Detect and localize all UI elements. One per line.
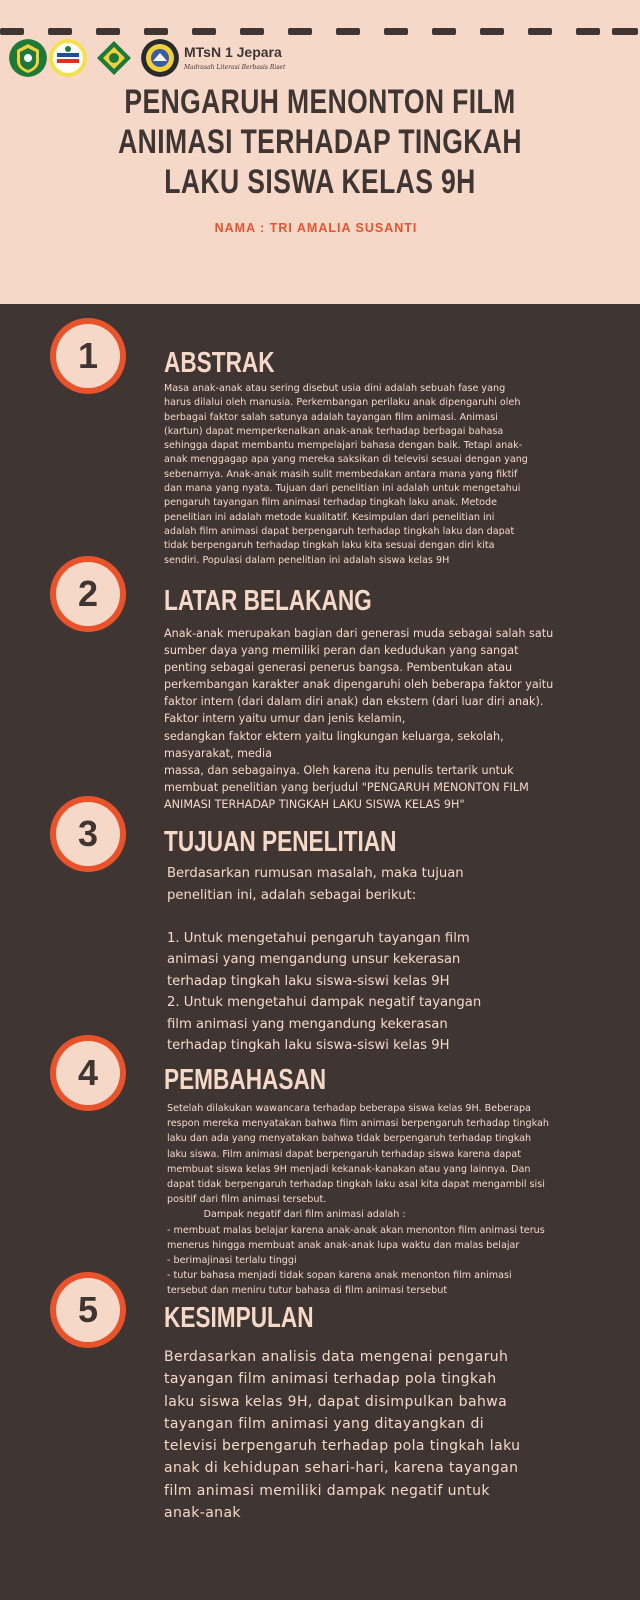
section-4-title: PEMBAHASAN <box>164 1064 327 1096</box>
section-2-number-badge: 2 <box>50 556 126 632</box>
section-5-title: KESIMPULAN <box>164 1302 314 1334</box>
school-motto: Madrasah Literasi Berbasis Riset <box>184 64 286 71</box>
header <box>0 0 640 304</box>
section-2-title: LATAR BELAKANG <box>164 585 372 617</box>
section-5-number-badge: 5 <box>50 1272 126 1348</box>
section-4-body: Setelah dilakukan wawancara terhadap beberapa siswa kelas 9H. Beberapa respon mereka menyatakan bahwa film animasi berpengaruh terhadap tingkah laku dan ada yang menyatakan bahwa tidak berpengaruh terhadap tingkah laku siswa. Film animasi dapat berpengaruh terhadap siswa karena dapat membuat siswa kelas 9H menjadi kekanak-kanakan atau yang lainnya. Dan dapat tidak berpengaruh terhadap tingkah laku asal kita dapat mengambil sisi positif dari film animasi tersebut. Dampak negatif dari film animasi adalah : - membuat malas belajar karena anak-anak akan menonton film animasi terus menerus hingga membuat anak anak-anak lupa waktu dan malas belajar - berimajinasi terlalu tinggi - tutur bahasa menjadi tidak sopan karena anak menonton film animasi tersebut dan meniru tutur bahasa di film animasi tersebut <box>167 1103 549 1297</box>
section-3-body: Berdasarkan rumusan masalah, maka tujuan penelitian ini, adalah sebagai berikut: 1. Untuk mengetahui pengaruh tayangan film animasi yang mengandung unsur kekerasan terhadap tingkah laku siswa-siswi kelas 9H 2. Untuk mengetahui dampak negatif tayangan film animasi yang mengandung kekerasan terhadap tingkah laku siswa-siswi kelas 9H <box>167 866 482 1053</box>
kemenag-logo <box>95 39 133 77</box>
section-1-title: ABSTRAK <box>164 347 275 379</box>
section-3-title: TUJUAN PENELITIAN <box>164 826 397 858</box>
page-title: PENGARUH MENONTON FILM ANIMASI TERHADAP TINGKAH LAKU SISWA KELAS 9H <box>118 83 522 201</box>
mini-riset-logo <box>49 39 87 77</box>
kemenag-regional-logo <box>9 39 47 77</box>
section-4-number-badge: 4 <box>50 1035 126 1111</box>
school-name: MTsN 1 Jepara <box>184 44 282 60</box>
author-name: NAMA : TRI AMALIA SUSANTI <box>214 221 418 235</box>
section-3-number-badge: 3 <box>50 796 126 872</box>
dashed-border <box>0 28 640 35</box>
section-2-body: Anak-anak merupakan bagian dari generasi muda sebagai salah satu sumber daya yang memiliki peran dan kedudukan yang sangat penting sebagai generasi penerus bangsa. Pembentukan atau perkembangan karakter anak dipengaruhi oleh beberapa faktor yaitu faktor intern (dari dalam diri anak) dan ekstern (dari luar diri anak). Faktor intern yaitu umur dan jenis kelamin, sedangkan faktor ektern yaitu lingkungan keluarga, sekolah, masyarakat, media massa, dan sebagainya. Oleh karena itu penulis tertarik untuk membuat penelitian yang berjudul "PENGARUH MENONTON FILM ANIMASI TERHADAP TINGKAH LAKU SISWA KELAS 9H" <box>164 627 554 811</box>
section-5-body: Berdasarkan analisis data mengenai pengaruh tayangan film animasi terhadap pola tingkah laku siswa kelas 9H, dapat disimpulkan bahwa tayangan film animasi yang ditayangkan di televisi berpengaruh terhadap pola tingkah laku anak di kehidupan sehari-hari, karena tayangan film animasi memiliki dampak negatif untuk anak-anak <box>164 1349 521 1522</box>
section-1-number-badge: 1 <box>50 318 126 394</box>
section-1-body: Masa anak-anak atau sering disebut usia dini adalah sebuah fase yang harus dilalui oleh manusia. Perkembangan perilaku anak dipengaruhi oleh berbagai faktor salah satunya adalah tayangan film animasi. Animasi (kartun) dapat memperkenalkan anak-anak terhadap berbagai bahasa sehingga dapat membantu mempelajari bahasa dengan baik. Tetapi anak- anak menggagap apa yang mereka saksikan di televisi sesuai dengan yang sebenarnya. Anak-anak masih sulit membedakan antara mana yang fiktif dan mana yang nyata. Tujuan dari penelitian ini adalah untuk mengetahui pengaruh tayangan film animasi terhadap tingkah laku anak. Metode penelitian ini adalah metode kualitatif. Kesimpulan dari penelitian ini adalah film animasi dapat berpengaruh terhadap tingkah laku dan dapat tidak berpengaruh terhadap tingkah laku kita sesuai dengan diri kita sendiri. Populasi dalam penelitian ini adalah siswa kelas 9H <box>164 383 528 566</box>
madrasah-literasi-logo <box>141 39 179 77</box>
